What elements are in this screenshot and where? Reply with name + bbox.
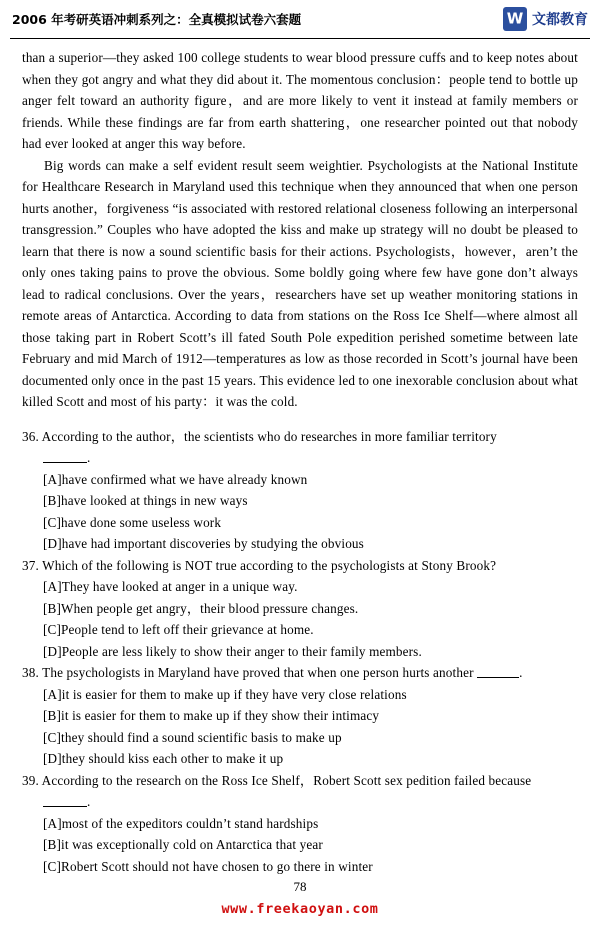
page-header	[0, 0, 600, 38]
passage-paragraph-1: than a superior—they asked 100 college students to wear blood pressure cuffs and to keep notes about when they got angry and what they did about it. The momentous conclusion：people tend to bottle up anger felt toward an authority figure，and are more likely to vent it instead at family members or friends. While these findings are far from earth shattering，one researcher pointed out that nobody had ever looked at anger this way before.	[22, 50, 578, 151]
brand-name: 文都教育	[532, 12, 588, 28]
question-stem	[22, 770, 578, 792]
question-number: 39.	[22, 772, 39, 788]
question-text: The psychologists in Maryland have proved that when one person hurts another	[42, 665, 474, 680]
question-stem	[22, 426, 578, 448]
site-url[interactable]: www.freekaoyan.com	[221, 901, 379, 917]
passage-paragraph-2: Big words can make a self evident result seem weightier. Psychologists at the National Institute for Healthcare Research in Maryland used this technique when they announced that when one person hurts another，forgiveness “is associated with restored relational closeness following an interpersonal transgression.” Couples who have adopted the kiss and make up strategy will no doubt be pleased to learn that there is now a sound scientific basis for their actions. Psychologists，however，aren’t the only ones taking pains to prove the obvious. Some boldly going where few have gone don’t always lead to radical conclusions. Over the years，researchers have set up weather monitoring stations in remote areas of Antarctica. According to data from stations on the Ross Ice Shelf—where almost all those taking part in Robert Scott’s ill fated South Pole expedition perished sometime between late February and mid March of 1912—temperatures as low as those recorded in Scott’s journal have been documented only once in the past 15 years. This evidence led to one inexorable conclusion about what killed Scott and most of his party：it was the cold.	[22, 157, 578, 409]
option-b[interactable]: [B]it was exceptionally cold on Antarctica that year	[43, 837, 323, 852]
option-a[interactable]: [A]it is easier for them to make up if they have very close relations	[43, 686, 407, 702]
question-number: 37.	[22, 557, 39, 573]
option-b[interactable]: [B]have looked at things in new ways	[43, 493, 248, 508]
answer-blank-line: .	[43, 791, 578, 813]
page-number: 78	[293, 879, 307, 894]
option-c[interactable]: [C]Robert Scott should not have chosen to go there in winter	[43, 858, 373, 874]
option-c[interactable]: [C]they should find a sound scientific basis to make up	[43, 729, 342, 745]
page-footer	[0, 879, 600, 917]
question-39	[22, 770, 578, 878]
answer-blank	[43, 794, 87, 807]
passage-content	[0, 39, 600, 877]
question-text: According to the author，the scientists who do researches in more familiar territory	[41, 428, 497, 444]
option-d[interactable]: [D]have had important discoveries by studying the obvious	[43, 536, 364, 551]
option-a[interactable]: [A]They have looked at anger in a unique way.	[43, 579, 298, 594]
question-number: 38.	[22, 665, 39, 680]
option-b[interactable]: [B]When people get angry，their blood pressure changes.	[43, 600, 359, 616]
question-36	[22, 426, 578, 555]
question-trailing-punctuation: .	[519, 665, 523, 680]
option-a[interactable]: [A]most of the expeditors couldn’t stand hardships	[43, 815, 319, 831]
answer-blank	[477, 665, 519, 678]
option-c[interactable]: [C]have done some useless work	[43, 514, 222, 530]
question-text: According to the research on the Ross Ice Shelf，Robert Scott sex pedition failed because	[41, 772, 532, 788]
question-stem	[22, 555, 578, 577]
question-37	[22, 555, 578, 663]
question-text: Which of the following is NOT true according to the psychologists at Stony Brook?	[42, 557, 497, 573]
answer-blank	[43, 450, 87, 463]
questions-list	[22, 426, 578, 878]
option-b[interactable]: [B]it is easier for them to make up if they show their intimacy	[43, 708, 380, 723]
answer-blank-line: .	[43, 447, 578, 469]
option-c[interactable]: [C]People tend to left off their grievance at home.	[43, 622, 314, 637]
option-a[interactable]: [A]have confirmed what we have already known	[43, 471, 308, 487]
question-stem	[22, 662, 578, 684]
brand	[503, 7, 588, 31]
question-38	[22, 662, 578, 770]
wendu-logo-icon	[503, 7, 527, 31]
question-number: 36.	[22, 428, 39, 444]
option-d[interactable]: [D]they should kiss each other to make it up	[43, 751, 284, 766]
option-d[interactable]: [D]People are less likely to show their anger to their family members.	[43, 643, 422, 659]
page-title: 2006 年考研英语冲刺系列之：全真模拟试卷六套题	[12, 12, 302, 27]
